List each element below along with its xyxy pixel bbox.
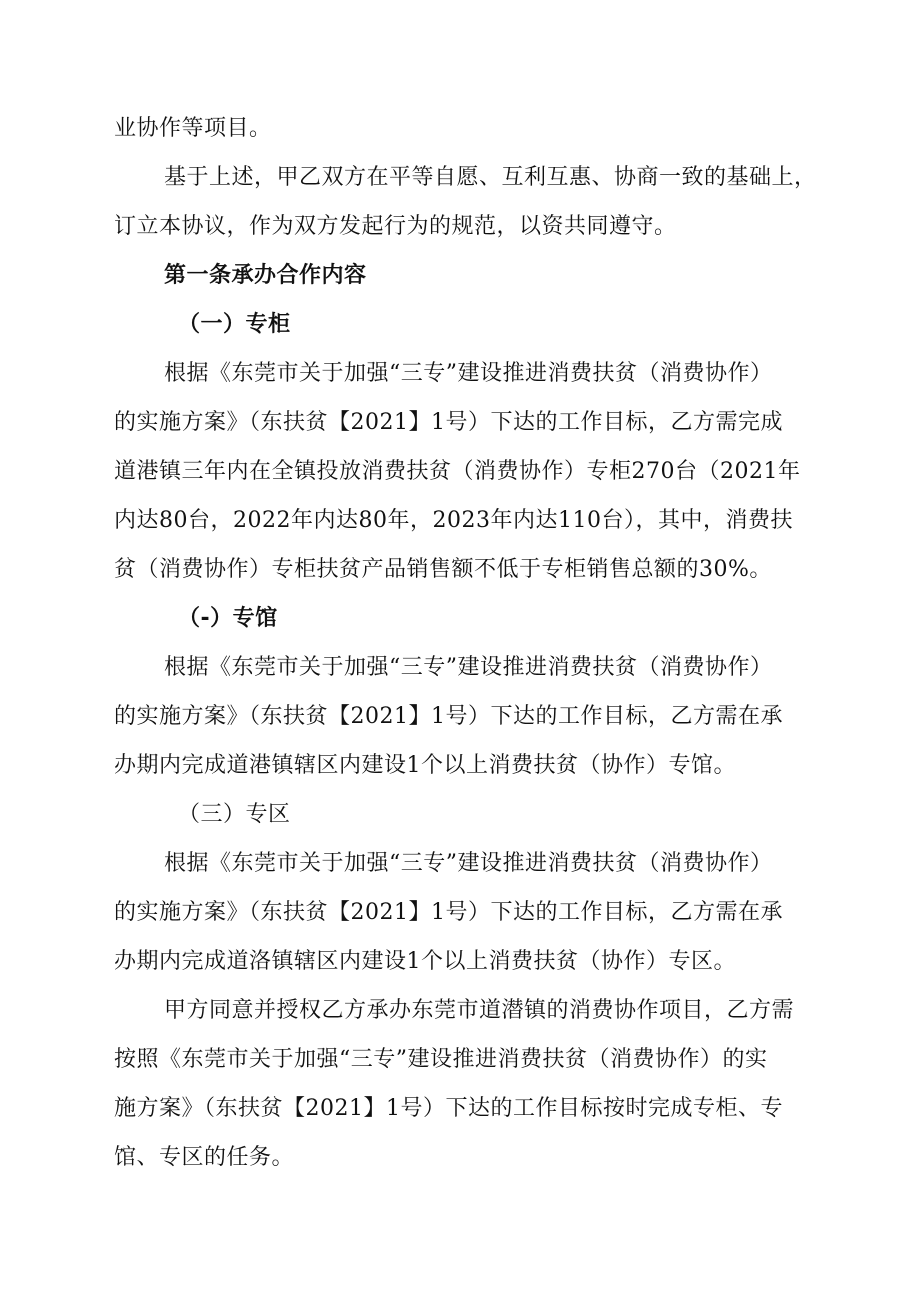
paragraph-line: 按照《东莞市关于加强“三专”建设推进消费扶贫（消费协作）的实 (114, 1047, 768, 1072)
paragraph-line: 业协作等项目。 (114, 116, 272, 141)
paragraph-line: 的实施方案》（东扶贫【2021】1号）下达的工作目标，乙方需完成 (114, 410, 783, 435)
paragraph-line: 内达80台，2022年内达80年，2023年内达110台），其中，消费扶 (114, 508, 793, 533)
paragraph-line: 甲方同意并授权乙方承办东莞市道潜镇的消费协作项目，乙方需 (164, 998, 795, 1023)
paragraph-line: 馆、专区的任务。 (114, 1145, 295, 1170)
paragraph-line: 的实施方案》（东扶贫【2021】1号）下达的工作目标，乙方需在承 (114, 704, 783, 729)
paragraph-line: 办期内完成道洛镇辖区内建设1个以上消费扶贫（协作）专区。 (114, 949, 736, 974)
paragraph-line: 根据《东莞市关于加强“三专”建设推进消费扶贫（消费协作） (164, 361, 773, 386)
paragraph-line: 根据《东莞市关于加强“三专”建设推进消费扶贫（消费协作） (164, 655, 773, 680)
paragraph-line: 基于上述，甲乙双方在平等自愿、互利互惠、协商一致的基础上， (164, 165, 817, 190)
paragraph-line: 的实施方案》（东扶贫【2021】1号）下达的工作目标，乙方需在承 (114, 900, 783, 925)
section-heading-hall: （-）专馆 (178, 606, 278, 631)
paragraph-line: 订立本协议，作为双方发起行为的规范，以资共同遵守。 (114, 214, 677, 239)
paragraph-line: 根据《东莞市关于加强“三专”建设推进消费扶贫（消费协作） (164, 851, 773, 876)
paragraph-line: 办期内完成道港镇辖区内建设1个以上消费扶贫（协作）专馆。 (114, 753, 736, 778)
article-heading: 第一条承办合作内容 (164, 263, 367, 288)
section-heading-counter: （一）专柜 (178, 312, 291, 337)
paragraph-line: 道港镇三年内在全镇投放消费扶贫（消费协作）专柜270台（2021年 (114, 459, 801, 484)
paragraph-line: 施方案》（东扶贫【2021】1号）下达的工作目标按时完成专柜、专 (114, 1096, 783, 1121)
paragraph-line: 贫（消费协作）专柜扶贫产品销售额不低于专柜销售总额的30%。 (114, 557, 772, 582)
section-heading-zone: （三）专区 (178, 802, 291, 827)
